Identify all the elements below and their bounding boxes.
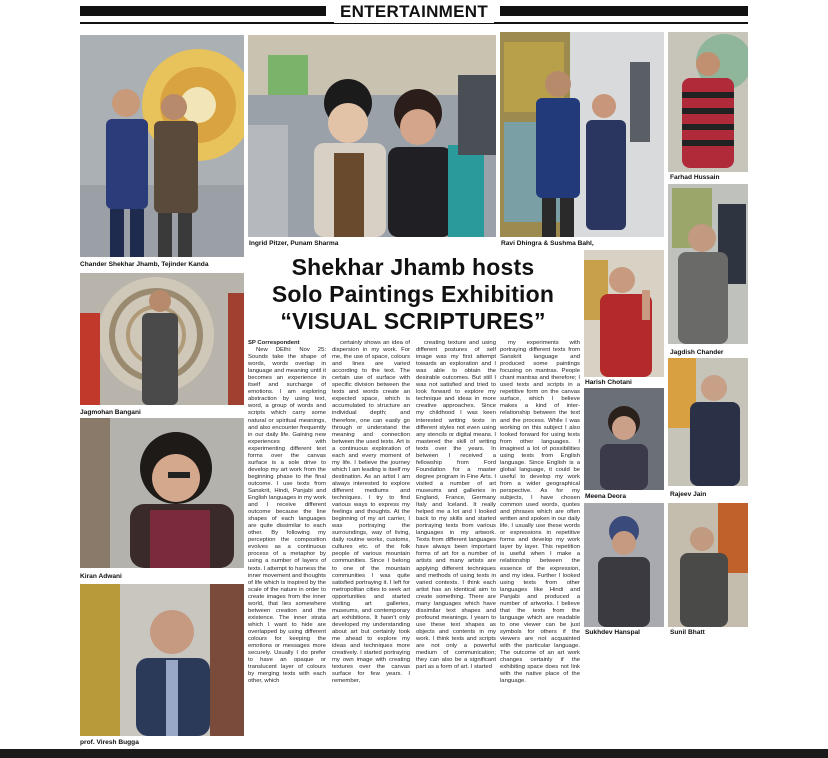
caption-p6: Jagdish Chander bbox=[670, 349, 724, 356]
headline-line-1: Shekhar Jhamb hosts bbox=[291, 254, 535, 280]
caption-p12: Sunil Bhatt bbox=[670, 629, 705, 636]
section-title: ENTERTAINMENT bbox=[334, 1, 494, 23]
photo-sunil-bhatt bbox=[668, 503, 748, 627]
photo-meena-deora bbox=[584, 388, 664, 490]
photo-ravi-sushma bbox=[500, 32, 664, 237]
caption-p5: Jagmohan Bangani bbox=[80, 409, 141, 416]
article-text-col1: New DElhi: Nov 25: Sounds take the shape of words, words overlap in language and meaning until it becomes an experience in itself and surcharge of emotions. I am exploring abstraction by using text, word, a group of words and scripts which carry some natural or spiritual meanings, and also encounter frequently in our daily life. Gaining new experiences with experimenting different text forms over the canvas surface is a sole drive to develop my art work from the beginning phase to the final outcome. I use texts from Sanskrit, Hindi, Panjabi and English languages in my work and I receive different outcome because the line shapes of each languages are quite dissimilar to each other. By following my perception the composition evolves as a continuous process of a metaphor by using a number of layers of texts. I attempt to harness the inner movement and thoughts of life which is inspired by the scale of the nature in order to create images from the inner world, that lies somewhere between creation and the existence. The inner strata which I want to hide are overlapped by using different colours for keeping the emotions or messages more securely. Usually I do prefer to have an opaque or translucent layer of colours by merging texts with each other, which bbox=[248, 347, 326, 685]
header-rule-right bbox=[500, 6, 748, 16]
article-text-col4: my experiments with portraying different texts from Sanskrit language and produced some paintings focusing on mantras. People chant mantras and therefore; I used texts and scripts in a repetitive form on the canvas surface, which I believe makes a kind of inter-relationship between the text and the process. While I was working on this subject I also looked forward for using texts from other languages. I imagined a lot of possibilities using texts from English language. Since English is a global language, it could be useful to develop my work from a wider geographical perspective. As for my subjects, I have chosen common used words, quotes and phrases which are often written and spoken in our daily life. I usually use these words or expressions in repetitive forms and develop my work layer by layer. This repetition is useful when I make a relationship between the essence of the expression, and my idea. Further I looked using texts from other languages like Hindi and Panjabi and produced a number of artworks. I believe that the texts from the language which are readable to one viewer can be just symbols for others if the viewers are not acquainted with the particular language. The outcome of an art work changes certainly if the exhibiting space does not link with the native place of the language. bbox=[500, 340, 580, 685]
photo-farhad-hussain bbox=[668, 32, 748, 172]
headline-line-3: “VISUAL SCRIPTURES” bbox=[280, 308, 546, 334]
article-text-col3: creating texture and using different postures of self image was my first attempt towards an exploration and I was able to obtain the desirable outcomes. But still I was not satisfied and tried to look forward to explore my technique and ideas in more creative approaches. Since my childhood I was keen interested writing texts in different styles not even using any stencils or digital means. I mastered the skill of writing texts over the years. In between I received a fellowship from Ford Foundation for a master degree program in Fine Arts. I visited a number of art museums and galleries in England, France, Germany Italy and Iceland. It really helped me a lot and I looked back to my skills and started portraying texts from various languages in my artwork. Texts from different languages have always been important forms of art for a number of artists and many artists are applying different techniques and methods of using texts in varied contexts. I think each artist has an identical aim to create something. There are many languages which have dissimilar text shapes and profound meanings. I yearn to use these text shapes as objects and contents in my work. I think texts and scripts are not only a powerful medium of communication; they can also be a significant part as a form of art. I started bbox=[416, 340, 496, 671]
caption-p10: Rajeev Jain bbox=[670, 491, 707, 498]
photo-chander-tejinder bbox=[80, 35, 244, 257]
photo-jagdish-chander bbox=[668, 184, 748, 344]
caption-p4: Farhad Hussain bbox=[670, 174, 720, 181]
article-byline: SP Correspondent bbox=[248, 340, 300, 346]
caption-p13: prof. Viresh Bugga bbox=[80, 739, 139, 746]
caption-p9: Meena Deora bbox=[585, 493, 627, 500]
article-column-1 bbox=[248, 340, 326, 745]
caption-p3: Ravi Dhingra & Sushma Bahl, bbox=[501, 240, 594, 247]
photo-ingrid-punam bbox=[248, 35, 496, 237]
photo-rajeev-jain bbox=[668, 358, 748, 486]
bottom-bar bbox=[0, 749, 828, 758]
header-rule-left bbox=[80, 6, 326, 16]
photo-sukhdev-hanspal bbox=[584, 503, 664, 627]
caption-p2: Ingrid Pitzer, Punam Sharma bbox=[249, 240, 339, 247]
article-column-3 bbox=[416, 340, 496, 745]
article-text-col2: certainly shows an idea of dispersion in my work. For me, the use of space, colours and lines are varied according to the text. The certain use of surface with specific division between the texts and words create an expected space, which is accumulated to structure an individual depth; and therefore, one can easily go through or understand the meaning and connection between the used texts. Art is a continuous exploration of each and every moment of my life. I believe the journey which I am leading is itself my destination. As an artist I am always interested to explore different mediums and techniques. I try to find various ways to express my feelings and thoughts. At the beginning of my art carrier, I was portraying the surroundings, way of living, daily routine works, customs, cultures etc. of the folk people of various mountain communities. Since I belong to one of the mountain communities I was quite satisfied portraying it. I left for metropolitan cities to seek art opportunities and started visiting art galleries, museums, and contemporary art exhibitions. It hasn't only developed my understanding about art but certainly took me ahead to explore my ideas and techniques more creatively. I started portraying my own image with creating textures over the canvas surface for few years. I remember, bbox=[332, 340, 410, 685]
article-headline bbox=[248, 254, 578, 335]
photo-harish-chotani bbox=[584, 250, 664, 377]
article-column-2 bbox=[332, 340, 410, 745]
caption-p1: Chander Shekhar Jhamb, Tejinder Kanda bbox=[80, 261, 209, 268]
photo-jagmohan-bangani bbox=[80, 273, 244, 405]
article-column-4 bbox=[500, 340, 580, 745]
photo-kiran-adwani bbox=[80, 418, 244, 568]
caption-p7: Harish Chotani bbox=[585, 379, 632, 386]
caption-p8: Kiran Adwani bbox=[80, 573, 122, 580]
caption-p11: Sukhdev Hanspal bbox=[585, 629, 640, 636]
headline-line-2: Solo Paintings Exhibition bbox=[271, 281, 555, 307]
photo-viresh-bugga bbox=[80, 584, 244, 736]
